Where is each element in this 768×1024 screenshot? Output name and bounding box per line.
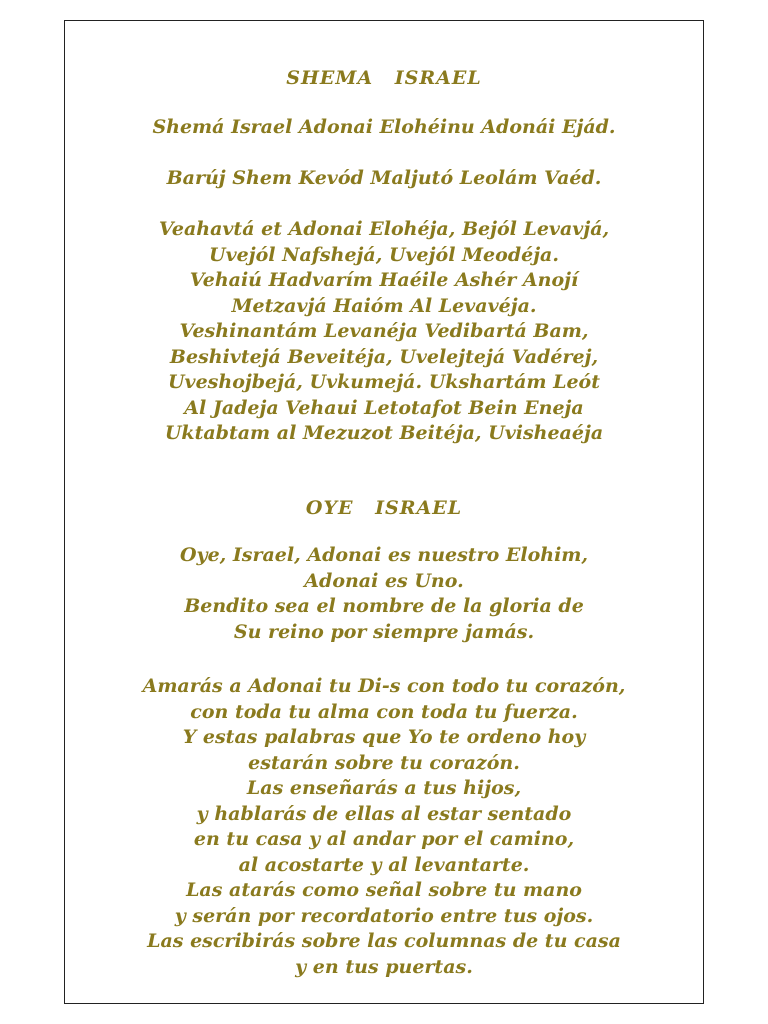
verse-line: Uveshojbejá, Uvkumejá. Ukshartám Leót [167, 371, 600, 393]
verse-line: y hablarás de ellas al estar sentado [196, 802, 572, 825]
verse-line: con toda tu alma con toda tu fuerza. [190, 700, 578, 723]
verse-line: estarán sobre tu corazón. [248, 751, 520, 774]
verse-line: Metzavjá Haióm Al Levavéja. [231, 294, 537, 317]
verse-line: Veahavtá et Adonai Elohéja, Bejól Levavjá, [158, 218, 610, 240]
verse-line: Y estas palabras que Yo te ordeno hoy [182, 726, 586, 748]
shema-stanza-3 [65, 217, 703, 447]
shema-stanza-2 [65, 166, 703, 192]
verse-line: y en tus puertas. [295, 955, 473, 978]
verse-line: Las enseñarás a tus hijos, [246, 777, 522, 799]
oye-section [65, 495, 703, 521]
oye-title: OYE ISRAEL [305, 497, 463, 519]
verse-line: Las escribirás sobre las columnas de tu casa [147, 930, 621, 952]
shema-title: SHEMA ISRAEL [286, 67, 482, 89]
verse-line: en tu casa y al andar por el camino, [193, 828, 575, 850]
verse-line: Beshivtejá Beveitéja, Uvelejtejá Vadérej, [169, 345, 599, 368]
verse-line: Shemá Israel Adonai Elohéinu Adonái Ejád. [152, 116, 616, 138]
verse-line: al acostarte y al levantarte. [238, 853, 530, 876]
verse-line: Veshinantám Levanéja Vedibartá Bam, [179, 320, 589, 342]
page-frame [64, 20, 704, 1004]
verse-line: Su reino por siempre jamás. [233, 620, 535, 643]
shema-section [65, 65, 703, 91]
verse-line: Oye, Israel, Adonai es nuestro Elohim, [179, 544, 589, 566]
verse-line: Bendito sea el nombre de la gloria de [184, 595, 584, 617]
verse-line: Al Jadeja Vehaui Letotafot Bein Eneja [184, 396, 584, 419]
verse-line: Amarás a Adonai tu Di-s con todo tu corazón, [142, 675, 626, 697]
verse-line: y serán por recordatorio entre tus ojos. [174, 904, 594, 927]
verse-line: Uktabtam al Mezuzot Beitéja, Uvisheaéja [164, 422, 604, 444]
oye-stanza-1 [65, 543, 703, 645]
verse-line: Las atarás como señal sobre tu mano [186, 879, 582, 901]
oye-stanza-2 [65, 674, 703, 980]
verse-line: Vehaiú Hadvarím Haéile Ashér Anojí [189, 269, 579, 291]
shema-stanza-1 [65, 115, 703, 141]
verse-line: Uvejól Nafshejá, Uvejól Meodéja. [209, 243, 559, 266]
verse-line: Adonai es Uno. [304, 569, 464, 592]
verse-line: Barúj Shem Kevód Maljutó Leolám Vaéd. [166, 167, 602, 189]
